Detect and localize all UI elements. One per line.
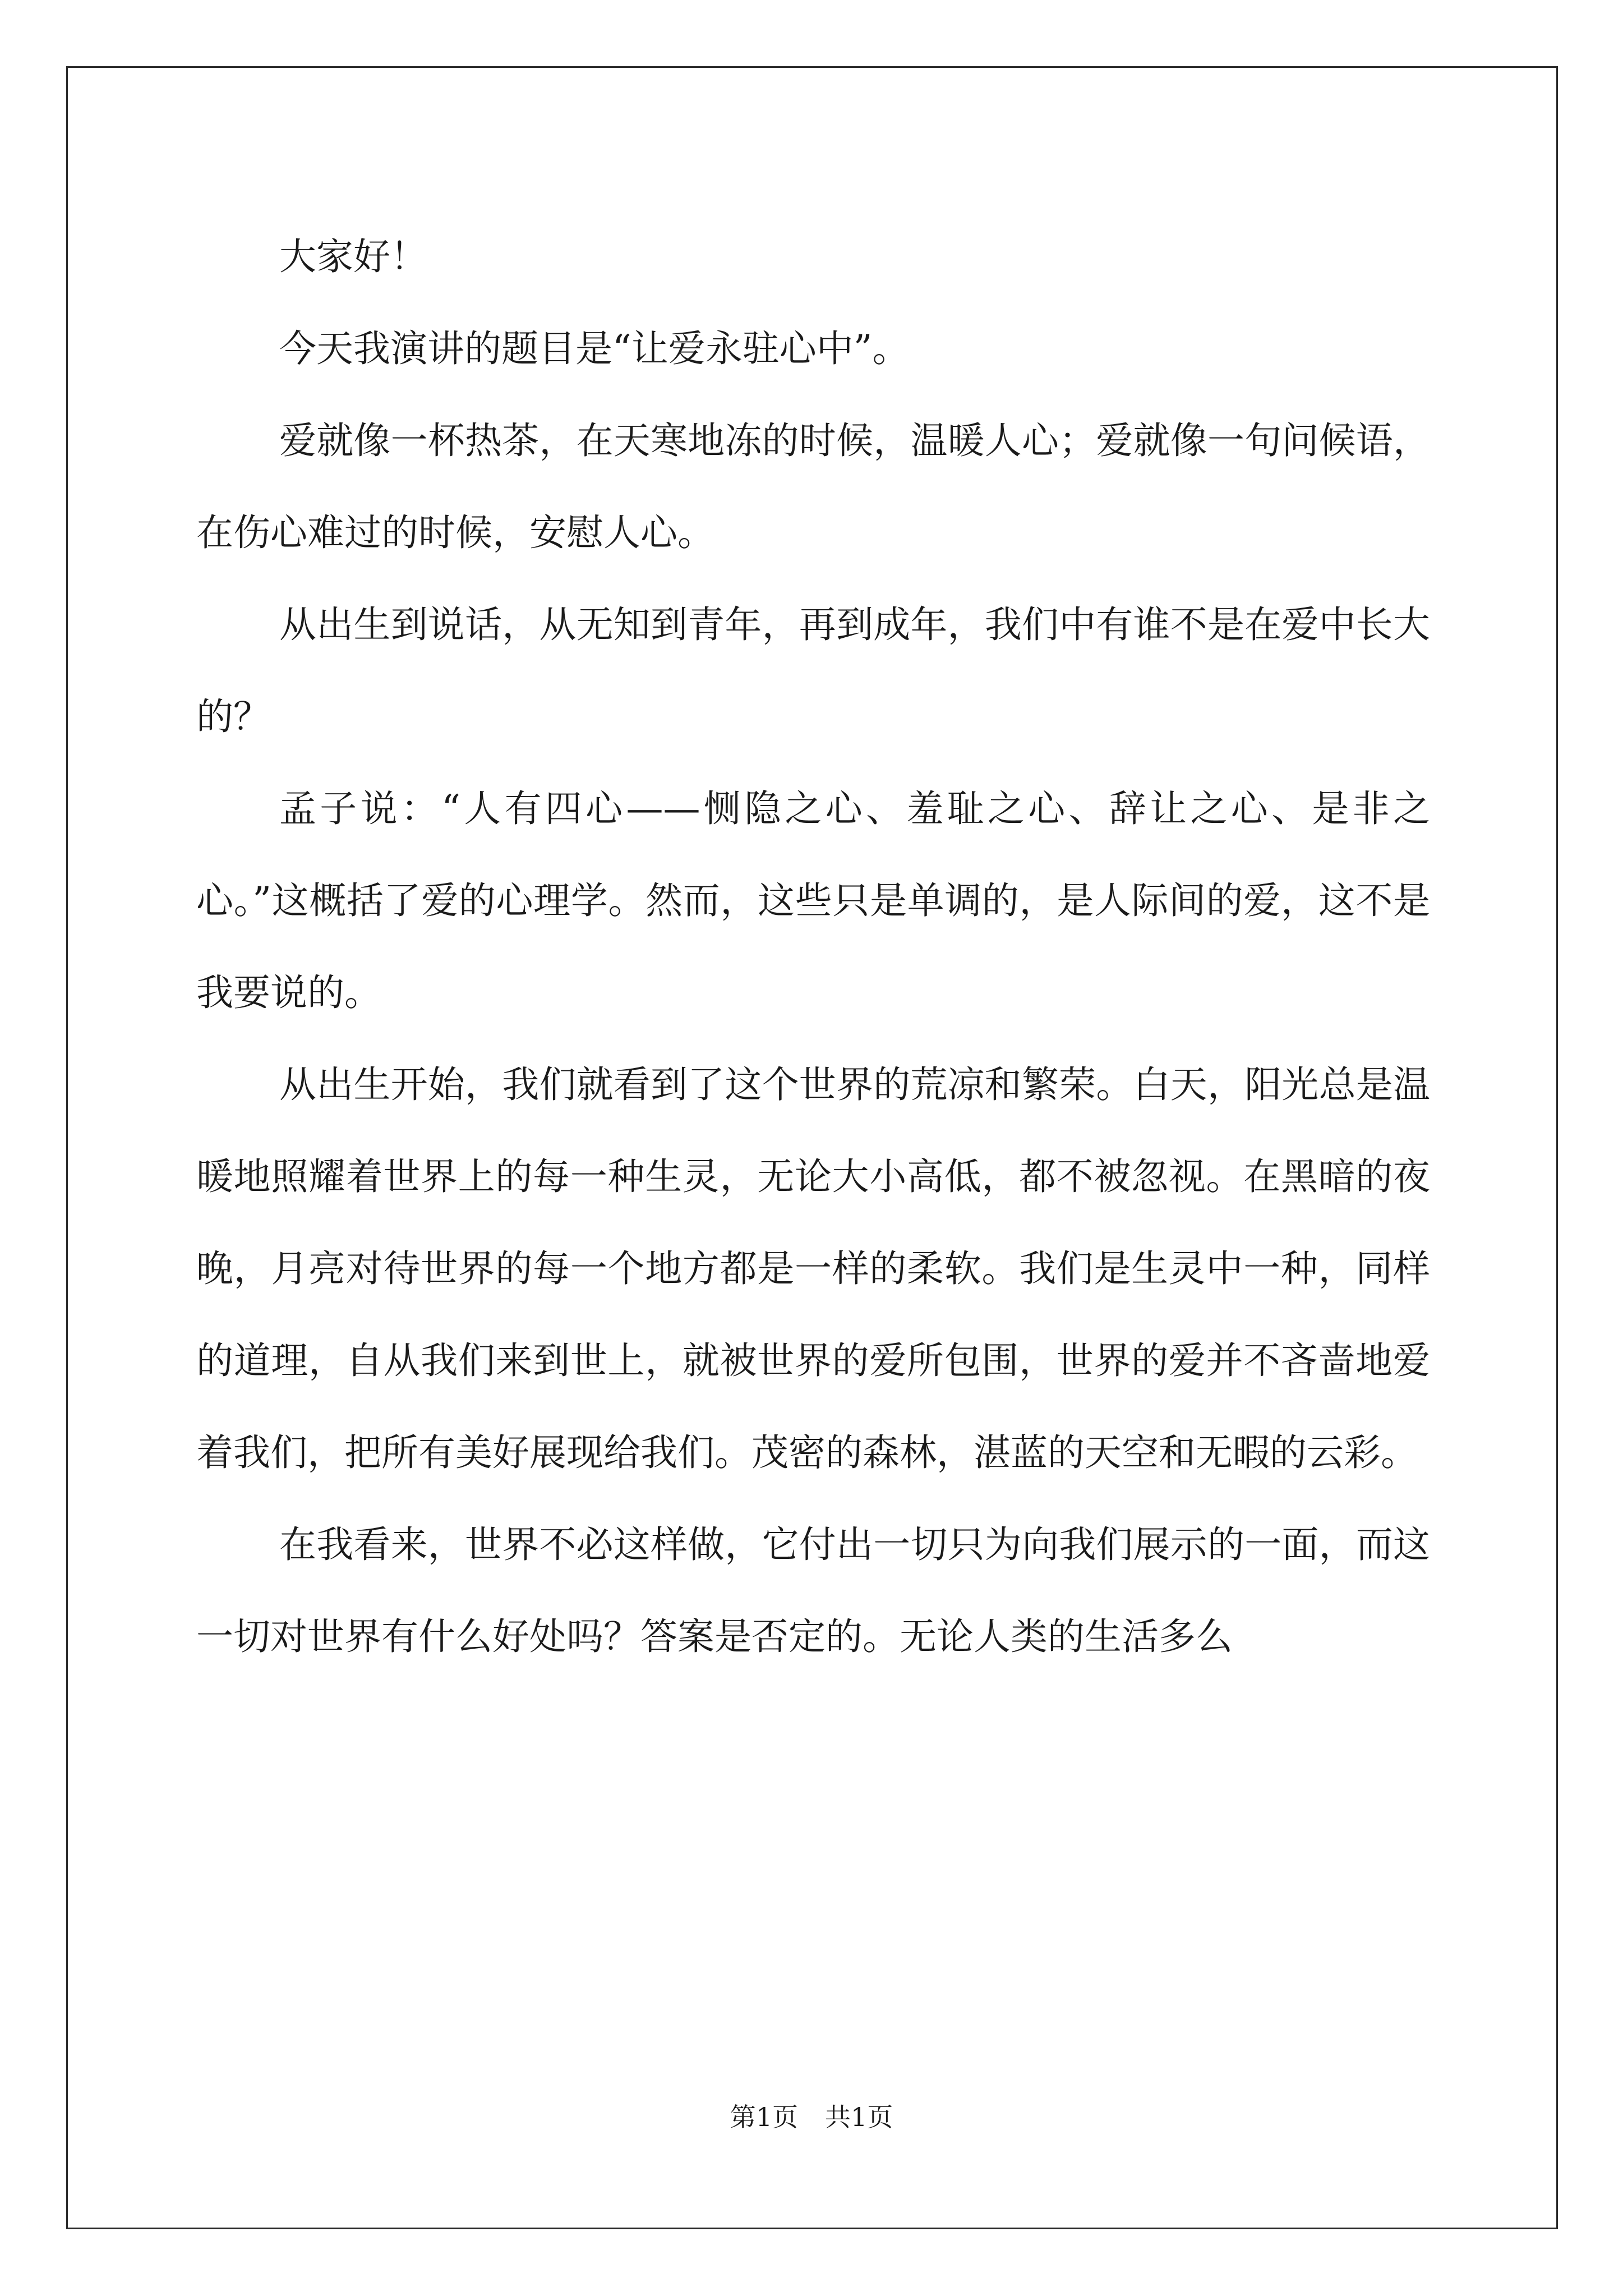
paragraph-love-metaphor: 爱就像一杯热茶，在天寒地冻的时候，温暖人心；爱就像一句问候语，在伤心难过的时候，安慰人心。 xyxy=(196,419,1430,554)
paragraph-greeting: 大家好！ xyxy=(279,235,427,278)
paragraph-world-purpose: 在我看来，世界不必这样做，它付出一切只为向我们展示的一面，而这一切对世界有什么好处吗？答案是否定的。无论人类的生活多么 xyxy=(196,1523,1430,1658)
page-total: 共1页 xyxy=(825,2102,893,2132)
paragraph-world-love: 从出生开始，我们就看到了这个世界的荒凉和繁荣。白天，阳光总是温暖地照耀着世界上的每一种生灵，无论大小高低，都不被忽视。在黑暗的夜晚，月亮对待世界的每一个地方都是一样的柔软。我们是生灵中一种，同样的道理，自从我们来到世上，就被世界的爱所包围，世界的爱并不吝啬地爱着我们，把所有美好展现给我们。茂密的森林，湛蓝的天空和无暇的云彩。 xyxy=(196,1063,1430,1474)
paragraph-title-intro: 今天我演讲的题目是“让爱永驻心中”。 xyxy=(279,327,910,370)
paragraph-growing-up: 从出生到说话，从无知到青年，再到成年，我们中有谁不是在爱中长大的？ xyxy=(196,603,1430,738)
document-body xyxy=(196,211,1430,1683)
page-footer xyxy=(0,2100,1623,2134)
paragraph-mencius-quote: 孟子说：“人有四心——恻隐之心、羞耻之心、辞让之心、是非之心。”这概括了爱的心理学。然而，这些只是单调的，是人际间的爱，这不是我要说的。 xyxy=(196,787,1430,1014)
page-number: 第1页 xyxy=(730,2102,798,2132)
